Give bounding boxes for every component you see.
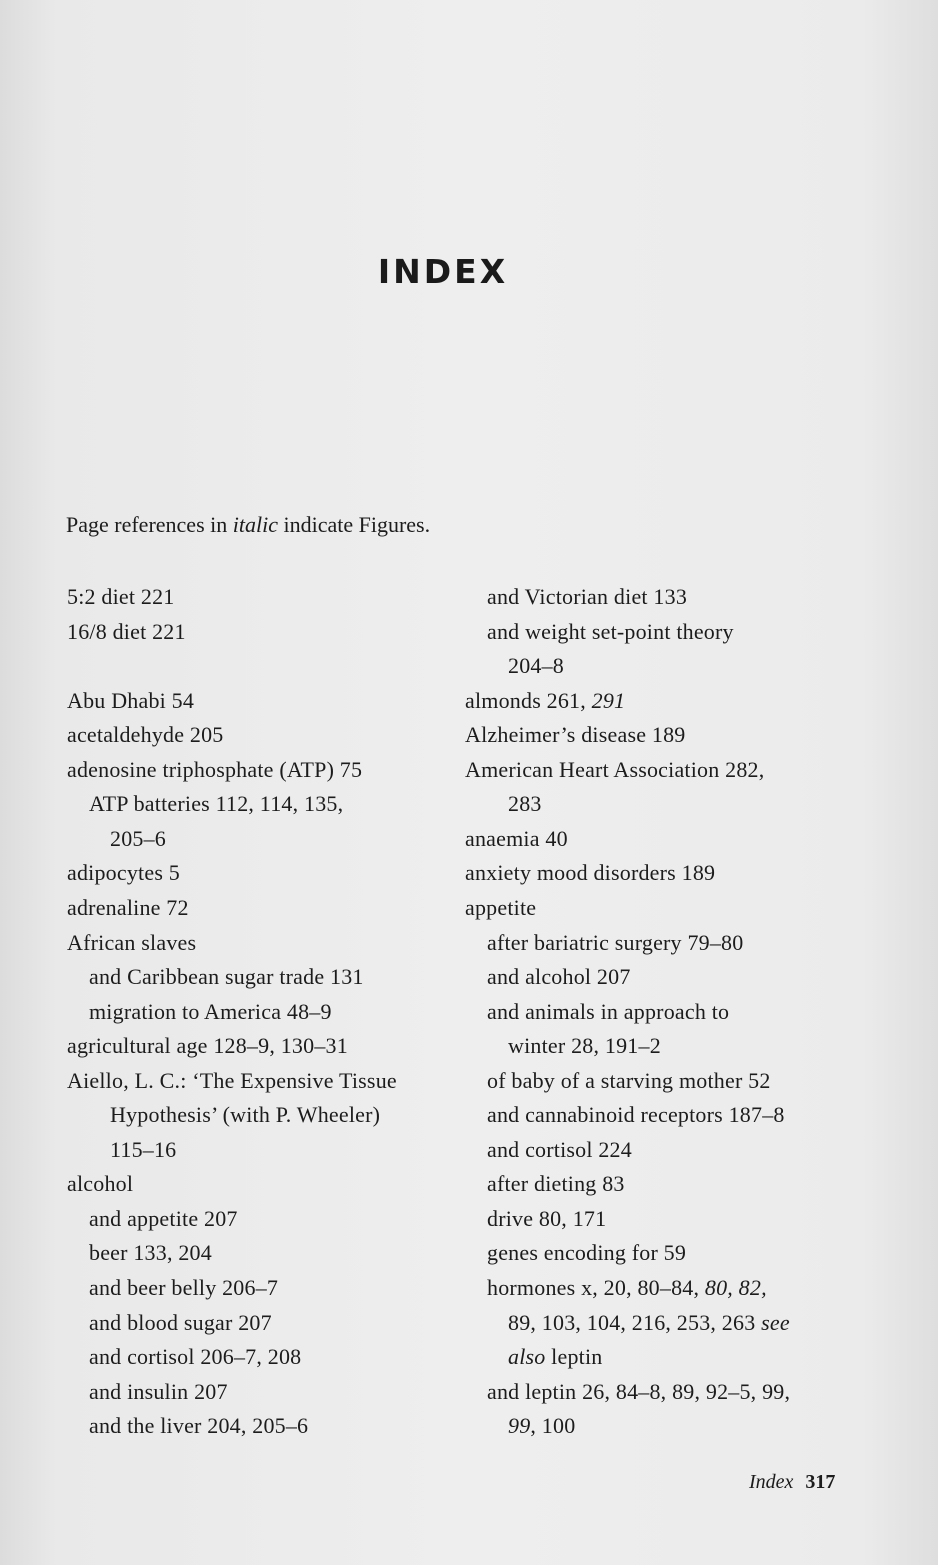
page-number: 317 [805, 1471, 836, 1493]
entry-text: winter 28, 191–2 [508, 1033, 661, 1059]
entry-text: Abu Dhabi 54 [67, 687, 195, 713]
note-text: Page references in [66, 512, 233, 537]
index-subentry [487, 1170, 625, 1198]
index-entry [67, 687, 194, 715]
index-subentry [487, 1378, 790, 1406]
index-entry [67, 894, 189, 922]
index-entry [465, 894, 536, 922]
entry-text: after dieting 83 [487, 1171, 625, 1197]
entry-text: adipocytes 5 [67, 860, 180, 886]
index-entry [67, 721, 224, 749]
index-subentry [487, 1274, 767, 1302]
index-entry [67, 929, 196, 957]
entry-text: hormones x, 20, 80–84, [487, 1275, 705, 1300]
index-entry-continuation [508, 1343, 603, 1371]
entry-text: and Caribbean sugar trade 131 [89, 964, 364, 990]
entry-text: American Heart Association 282, [465, 756, 765, 782]
entry-text: 5:2 diet 221 [67, 584, 175, 609]
index-subentry [89, 998, 332, 1026]
index-subentry [487, 998, 729, 1026]
index-subentry [89, 790, 343, 818]
entry-text: Alzheimer’s disease 189 [465, 722, 686, 748]
page-title: INDEX [377, 252, 509, 291]
index-entry-continuation [508, 1032, 661, 1060]
index-entry-continuation [508, 1412, 575, 1440]
index-subentry [89, 1378, 228, 1406]
index-subentry [89, 1274, 278, 1302]
index-entry [67, 583, 175, 611]
entry-text: agricultural age 128–9, 130–31 [67, 1033, 348, 1059]
index-entry [465, 859, 715, 887]
index-entry-continuation [110, 825, 166, 853]
italic-page-ref: 80, 82, [704, 1275, 767, 1300]
index-subentry [487, 1101, 785, 1129]
italic-page-ref: 99 [508, 1413, 531, 1439]
index-entry [465, 825, 568, 853]
index-subentry [89, 1412, 308, 1440]
index-subentry [487, 929, 743, 957]
entry-text: leptin [545, 1344, 603, 1370]
entry-text: almonds 261, [465, 687, 592, 713]
entry-text: 115–16 [110, 1136, 177, 1162]
entry-text: and cortisol 206–7, 208 [89, 1344, 302, 1370]
entry-text: and animals in approach to [487, 998, 730, 1024]
entry-text: 204–8 [508, 653, 564, 679]
italic-page-ref: see [761, 1309, 790, 1335]
index-entry [67, 618, 186, 646]
index-entry [67, 756, 362, 784]
entry-text: and the liver 204, 205–6 [89, 1413, 309, 1439]
italic-page-ref: 291 [591, 687, 626, 713]
entry-text: ATP batteries 112, 114, 135, [89, 791, 344, 817]
page-footer [749, 1471, 835, 1494]
entry-text: anaemia 40 [465, 825, 568, 851]
entry-text: and alcohol 207 [487, 964, 631, 990]
italic-page-ref: also [508, 1344, 546, 1370]
index-entry [67, 859, 180, 887]
index-subentry [487, 1205, 606, 1233]
entry-text: of baby of a starving mother 52 [487, 1067, 771, 1093]
entry-text: 205–6 [110, 825, 166, 851]
index-subentry [89, 963, 364, 991]
index-entry-continuation [508, 790, 542, 818]
running-footer-label: Index [749, 1471, 794, 1493]
note-italic: italic [232, 512, 278, 537]
entry-text: and leptin 26, 84–8, 89, 92–5, 99, [487, 1378, 791, 1404]
index-subentry [89, 1239, 212, 1267]
entry-text: and cannabinoid receptors 187–8 [487, 1102, 785, 1128]
entry-text: alcohol [67, 1171, 134, 1197]
index-subentry [487, 583, 687, 611]
index-entry-continuation [110, 1101, 380, 1129]
index-entry [67, 1032, 348, 1060]
entry-text: drive 80, 171 [487, 1205, 607, 1231]
entry-text: genes encoding for 59 [487, 1240, 687, 1266]
index-subentry [487, 963, 631, 991]
entry-text: anxiety mood disorders 189 [465, 860, 716, 886]
entry-text: migration to America 48–9 [89, 998, 332, 1024]
entry-text: adenosine triphosphate (ATP) 75 [67, 756, 363, 782]
entry-text: and insulin 207 [89, 1378, 228, 1404]
index-subentry [89, 1309, 272, 1337]
index-note [66, 512, 430, 538]
entry-text: and beer belly 206–7 [89, 1275, 279, 1300]
index-entry-continuation [110, 1136, 176, 1164]
index-entry [67, 1067, 397, 1095]
index-subentry [487, 618, 734, 646]
index-entry [67, 1170, 133, 1198]
index-entry [465, 756, 764, 784]
index-entry [465, 687, 625, 715]
entry-text: and cortisol 224 [487, 1136, 632, 1162]
entry-text: acetaldehyde 205 [67, 722, 224, 748]
entry-text: 283 [508, 791, 542, 817]
entry-text: after bariatric surgery 79–80 [487, 929, 744, 955]
index-entry [465, 721, 685, 749]
entry-text: 89, 103, 104, 216, 253, 263 [508, 1309, 762, 1335]
index-subentry [487, 1239, 686, 1267]
entry-text: adrenaline 72 [67, 894, 189, 920]
entry-text: appetite [465, 894, 537, 920]
entry-text: beer 133, 204 [89, 1240, 212, 1266]
entry-text: and Victorian diet 133 [487, 584, 688, 609]
index-subentry [89, 1343, 301, 1371]
note-text-end: indicate Figures. [277, 512, 431, 537]
index-subentry [487, 1136, 632, 1164]
index-subentry [89, 1205, 238, 1233]
entry-text: and blood sugar 207 [89, 1309, 272, 1335]
entry-text: , 100 [530, 1413, 576, 1439]
entry-text: African slaves [67, 929, 197, 955]
entry-text: and weight set-point theory [487, 618, 734, 644]
index-subentry [487, 1067, 771, 1095]
entry-text: Hypothesis’ (with P. Wheeler) [110, 1102, 381, 1128]
entry-text: 16/8 diet 221 [67, 618, 186, 644]
entry-text: Aiello, L. C.: ‘The Expensive Tissue [67, 1067, 397, 1093]
index-entry-continuation [508, 1309, 790, 1337]
index-entry-continuation [508, 652, 564, 680]
entry-text: and appetite 207 [89, 1205, 238, 1231]
